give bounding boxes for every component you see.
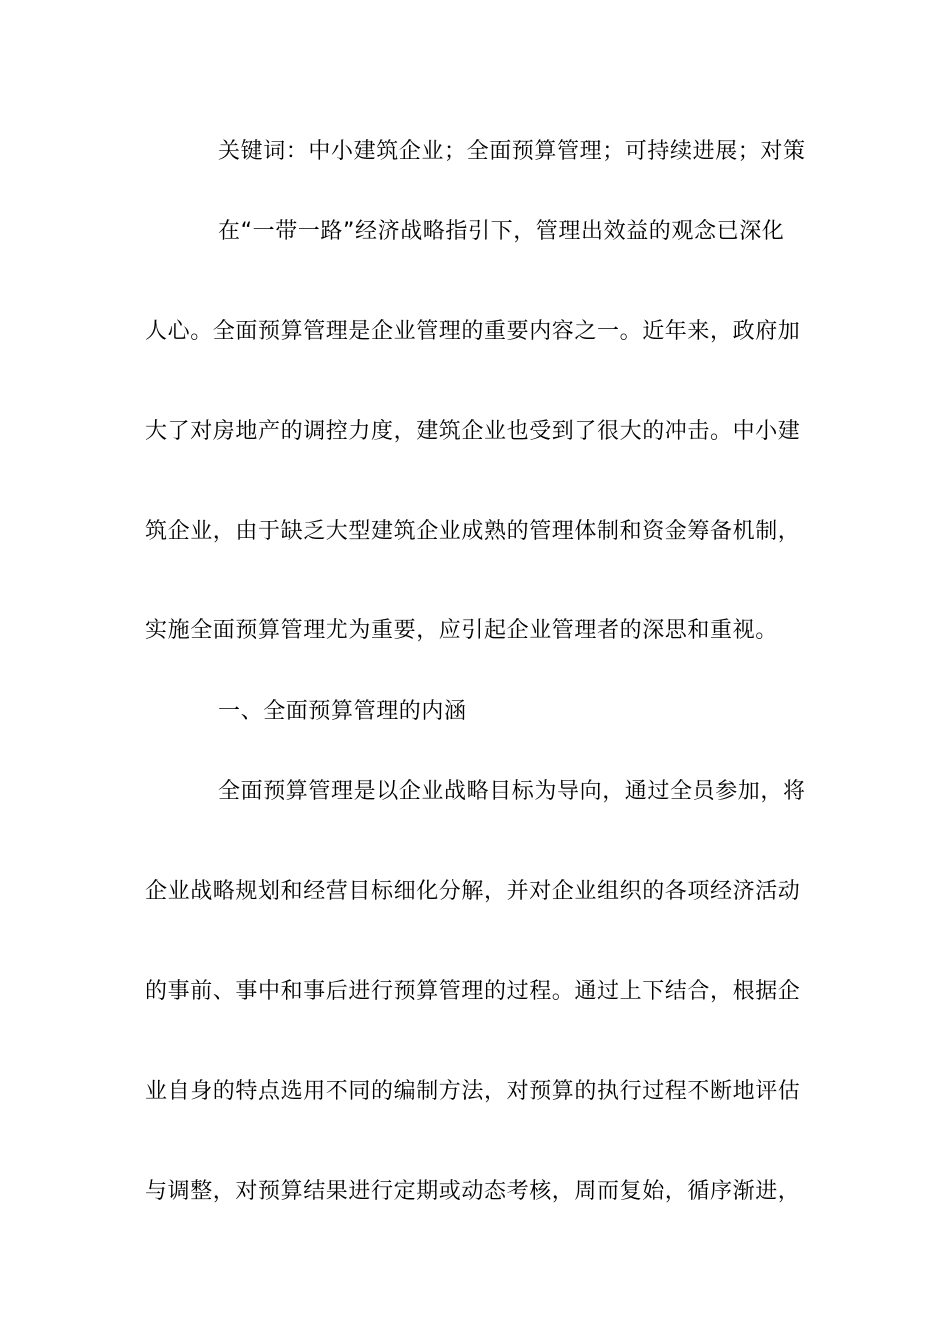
paragraph-line: 的事前、事中和事后进行预算管理的过程。通过上下结合，根据企 [145,979,801,1004]
paragraph-line: 筑企业，由于缺乏大型建筑企业成熟的管理体制和资金筹备机制， [145,519,801,544]
paragraph-line: 业自身的特点选用不同的编制方法，对预算的执行过程不断地评估 [145,1079,801,1104]
paragraph-line: 在“一带一路”经济战略指引下，管理出效益的观念已深化 [218,219,785,244]
paragraph-line: 全面预算管理是以企业战略目标为导向，通过全员参加，将 [218,779,806,804]
section-heading: 一、全面预算管理的内涵 [218,699,467,724]
keywords-line: 关键词：中小建筑企业；全面预算管理；可持续进展；对策 [218,139,806,164]
paragraph-line: 企业战略规划和经营目标细化分解，并对企业组织的各项经济活动 [145,879,801,904]
paragraph-line: 人心。全面预算管理是企业管理的重要内容之一。近年来，政府加 [145,319,801,344]
paragraph-line: 大了对房地产的调控力度，建筑企业也受到了很大的冲击。中小建 [145,419,801,444]
paragraph-line: 实施全面预算管理尤为重要，应引起企业管理者的深思和重视。 [145,618,778,643]
paragraph-line: 与调整，对预算结果进行定期或动态考核，周而复始，循序渐进， [145,1179,801,1204]
